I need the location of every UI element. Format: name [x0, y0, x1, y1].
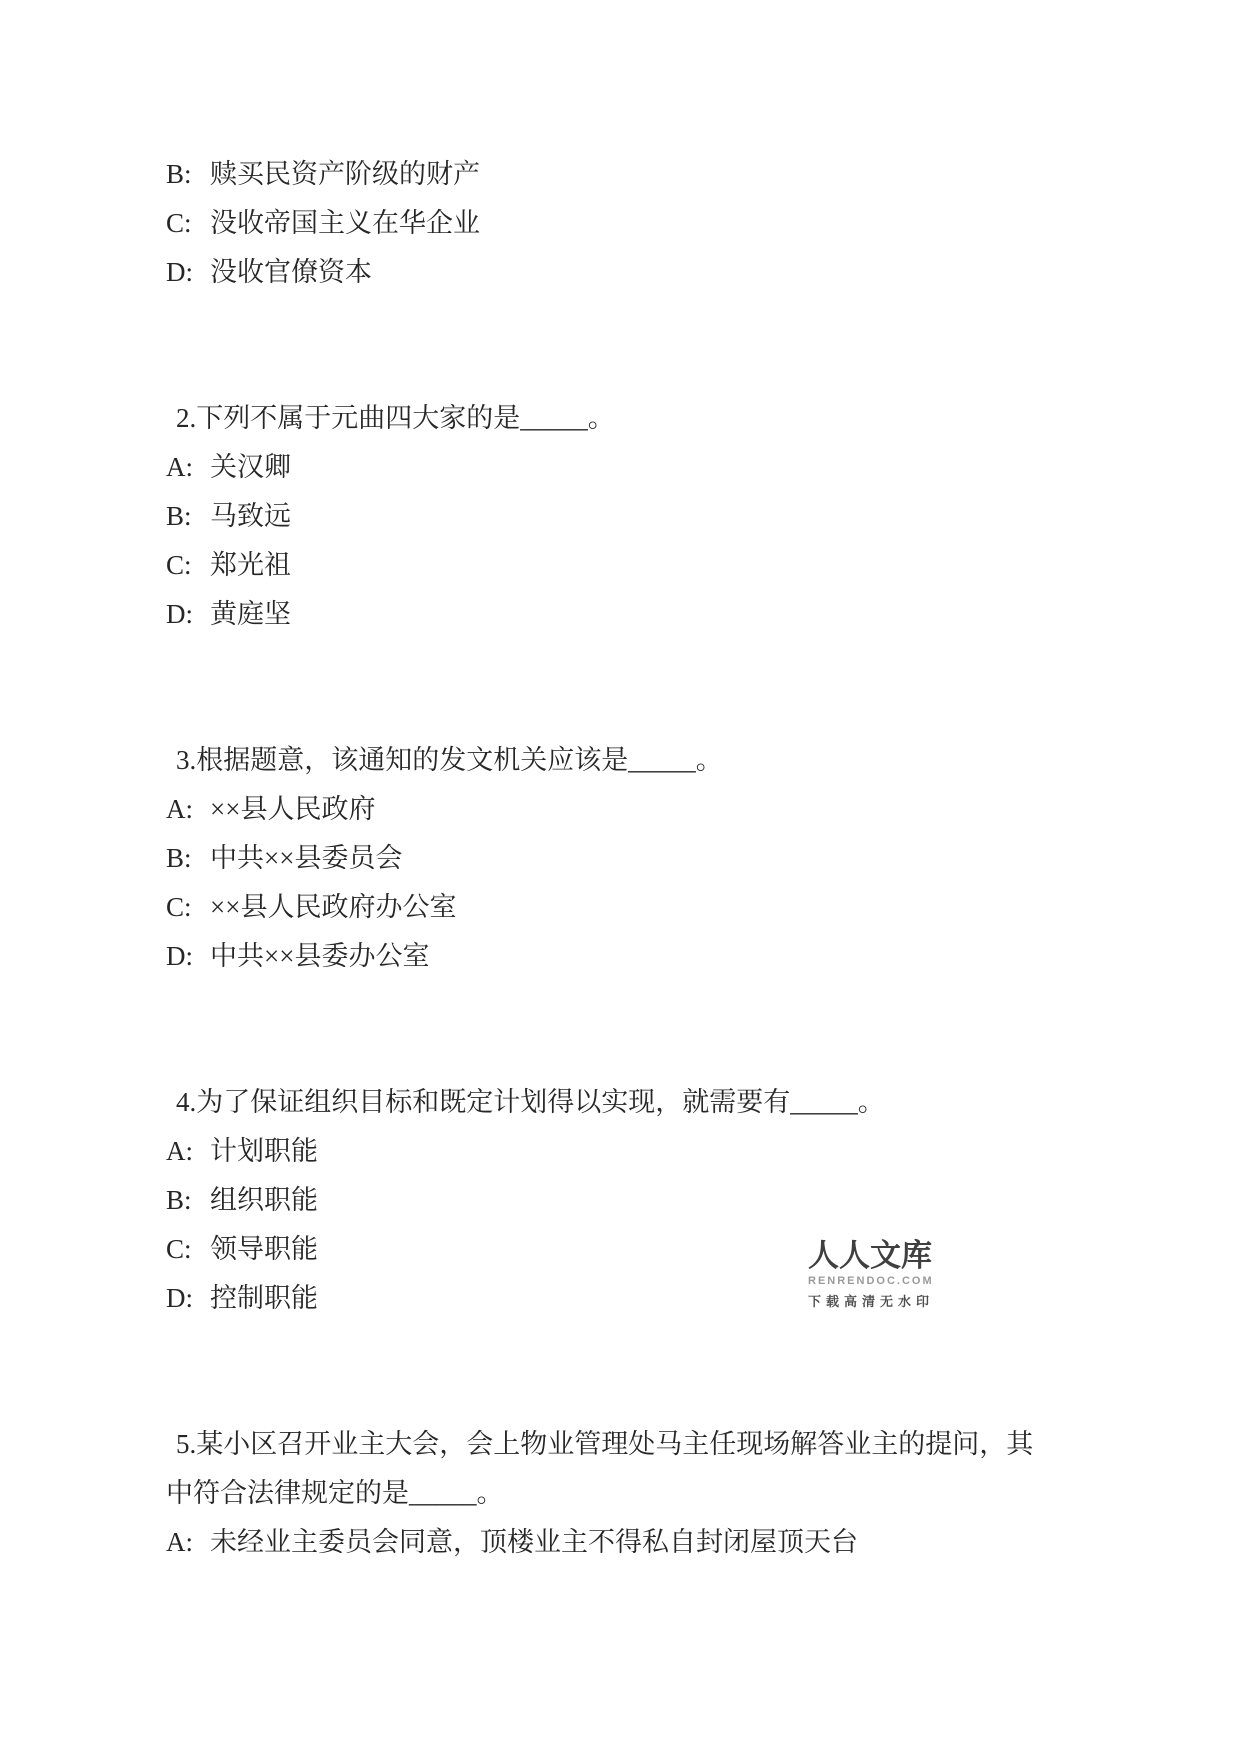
option-row [166, 883, 1034, 932]
question-2 [166, 394, 1034, 639]
option-text: 赎买民资产阶级的财产 [210, 159, 480, 189]
option-text: 马致远 [210, 501, 291, 531]
option-label: A: [166, 1136, 193, 1166]
option-row [166, 834, 1034, 883]
question-stem: 3.根据题意，该通知的发文机关应该是_____。 [176, 745, 723, 775]
option-row [166, 443, 1034, 492]
option-text: 郑光祖 [210, 550, 291, 580]
watermark-logo-text: 人人文库 [808, 1238, 932, 1273]
option-text: 没收帝国主义在华企业 [210, 208, 480, 238]
option-text: 关汉卿 [210, 452, 291, 482]
option-row [166, 248, 1034, 297]
option-label: A: [166, 452, 193, 482]
option-row [166, 590, 1034, 639]
option-label: B: [166, 843, 192, 873]
question-5 [166, 1420, 1034, 1567]
question-stem: 4.为了保证组织目标和既定计划得以实现，就需要有_____。 [176, 1087, 885, 1117]
option-text: 控制职能 [210, 1283, 318, 1313]
watermark [808, 1240, 936, 1310]
option-label: D: [166, 1283, 193, 1313]
question-stem: 2.下列不属于元曲四大家的是_____。 [176, 403, 615, 433]
option-text: 组织职能 [210, 1185, 318, 1215]
option-label: C: [166, 1234, 192, 1264]
option-row [166, 541, 1034, 590]
option-row [166, 150, 1034, 199]
watermark-domain-text: RENRENDOC.COM [808, 1275, 934, 1287]
question-1 [166, 150, 1034, 297]
option-text: 中共××县委员会 [210, 843, 403, 873]
question-3 [166, 736, 1034, 981]
option-row [166, 492, 1034, 541]
option-label: B: [166, 1185, 192, 1215]
option-row [166, 1176, 1034, 1225]
option-row [166, 1127, 1034, 1176]
option-row [166, 785, 1034, 834]
option-label: D: [166, 941, 193, 971]
question-stem: 5.某小区召开业主大会，会上物业管理处马主任现场解答业主的提问，其中符合法律规定的是_____。 [166, 1429, 1034, 1508]
option-row [166, 199, 1034, 248]
option-row [166, 932, 1034, 981]
option-label: C: [166, 892, 192, 922]
option-text: 未经业主委员会同意，顶楼业主不得私自封闭屋顶天台 [210, 1527, 858, 1557]
option-label: C: [166, 550, 192, 580]
option-row [166, 1518, 1034, 1567]
option-text: 黄庭坚 [210, 599, 291, 629]
option-text: ××县人民政府办公室 [210, 892, 457, 922]
option-label: B: [166, 159, 192, 189]
exam-content [166, 150, 1034, 1567]
option-text: 没收官僚资本 [210, 257, 372, 287]
option-text: 计划职能 [210, 1136, 318, 1166]
option-label: A: [166, 1527, 193, 1557]
option-label: D: [166, 257, 193, 287]
watermark-tagline-text: 下载高清无水印 [808, 1294, 935, 1309]
option-label: D: [166, 599, 193, 629]
option-text: 领导职能 [210, 1234, 318, 1264]
option-label: B: [166, 501, 192, 531]
option-label: A: [166, 794, 193, 824]
option-text: ××县人民政府 [210, 794, 376, 824]
option-text: 中共××县委办公室 [210, 941, 430, 971]
option-label: C: [166, 208, 192, 238]
